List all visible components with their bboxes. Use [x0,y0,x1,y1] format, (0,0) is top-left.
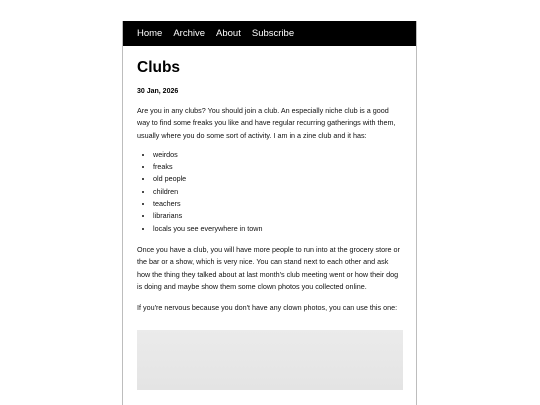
post-title: Clubs [137,59,181,76]
nav-home-link[interactable]: Home [137,28,163,39]
list-item: • weirdos [153,149,402,161]
nav-archive-link[interactable]: Archive [173,28,206,39]
clown-photo-image [137,330,403,390]
list-item: • teachers [153,198,402,210]
post-paragraph-2: Once you have a club, you will have more people to run into at the grocery store or the bar or a show, which is very nice. You can stand next to each other and ask how the thing they talked about at last month's club meeting went or how their dog is doing and maybe show them some clown photos you collected online. [137,244,400,291]
nav-about-link[interactable]: About [216,28,241,39]
list-item: • freaks [153,161,402,173]
list-item: • librarians [153,210,402,222]
club-members-list [137,149,402,235]
list-item: • locals you see everywhere in town [153,223,402,235]
top-navbar [123,21,416,46]
list-item: • children [153,186,402,198]
post-paragraph-3: If you're nervous because you don't have any clown photos, you can use this one: [137,303,398,313]
blog-card [122,21,417,405]
post-content [123,59,416,390]
nav-subscribe-link[interactable]: Subscribe [251,28,295,39]
post-intro-paragraph: Are you in any clubs? You should join a club. An especially niche club is a good way to find some freaks you like and have regular recurring gatherings with them, usually where you do some sort of activity. I am in a zine club and it has: [137,106,396,140]
post-date: 30 Jan, 2026 [137,88,179,95]
list-item: • old people [153,173,402,185]
